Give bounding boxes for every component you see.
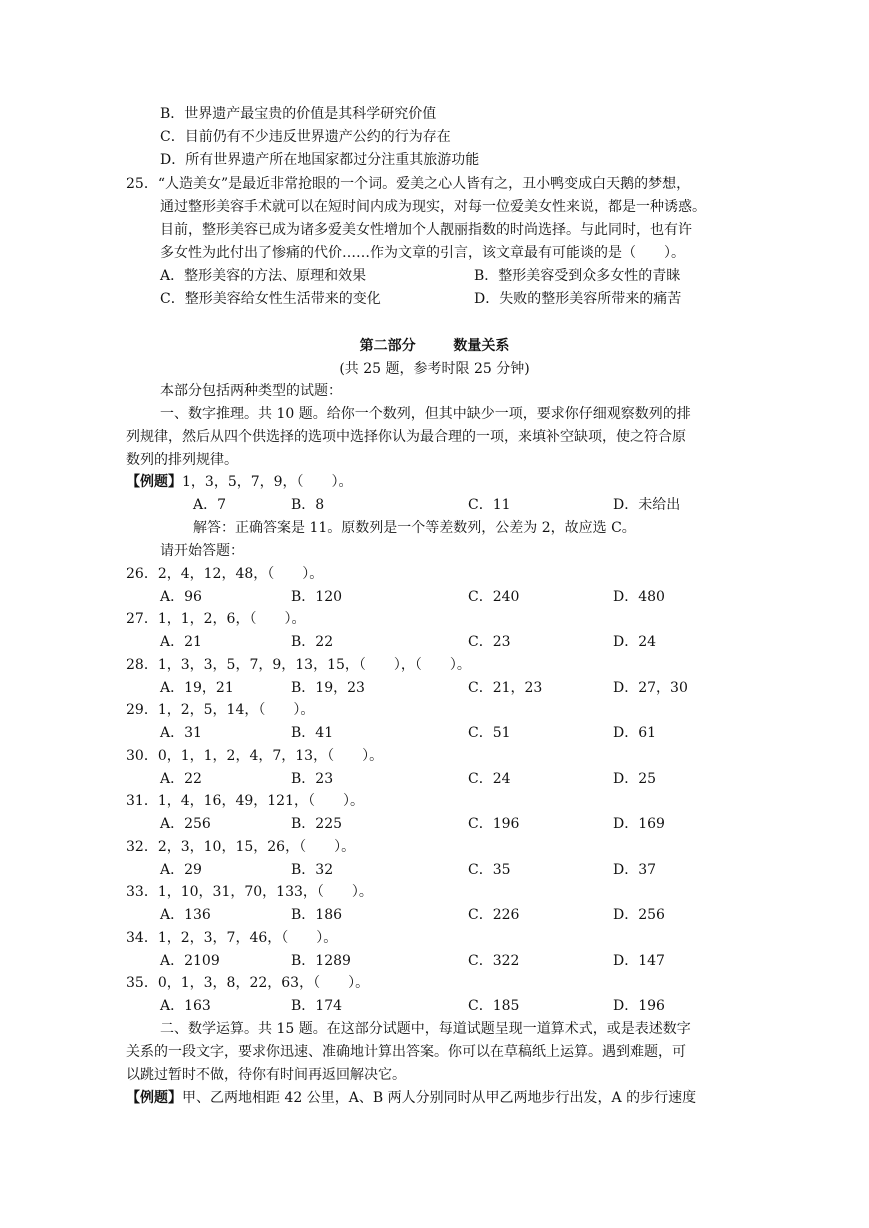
option-c: C．226	[468, 907, 520, 923]
question-stem: 33．1，10，31，70，133，（ ）。	[126, 884, 373, 900]
option-b: B．174	[291, 998, 343, 1014]
option-a: A．19，21	[160, 680, 234, 696]
example-answer: 解答：正确答案是 11。原数列是一个等差数列，公差为 2，故应选 C。	[193, 520, 636, 536]
option-a: A．21	[160, 634, 202, 650]
option-c: C．185	[468, 998, 520, 1014]
option-b: B．225	[291, 816, 343, 832]
option-c: C．240	[468, 589, 520, 605]
question-stem: 35．0，1，3，8，22，63，（ ）。	[126, 975, 370, 991]
option-line: D．所有世界遗产所在地国家都过分注重其旅游功能	[160, 152, 480, 168]
question-stem: 34．1，2，3，7，46，（ ）。	[126, 930, 338, 946]
question-stem: 31．1，4，16，49，121，（ ）。	[126, 793, 364, 809]
option-d: D．256	[613, 907, 665, 923]
option-c: C．35	[468, 862, 511, 878]
option-a: A．96	[160, 589, 202, 605]
question-stem: 27．1，1，2，6，（ ）。	[126, 611, 306, 627]
part2-example-tag: 【例题】	[126, 1090, 182, 1106]
option-d: D．37	[613, 862, 657, 878]
section-title-right: 数量关系	[453, 338, 510, 354]
example-option-a: A．7	[193, 497, 227, 513]
option-b: B．1289	[291, 953, 351, 969]
question-stem: 28．1，3，3，5，7，9，13，15，（ ），（ ）。	[126, 657, 471, 673]
question-25-line: 25．“人造美女”是最近非常抢眼的一个词。爱美之心人皆有之，丑小鸭变成白天鹅的梦想，	[126, 176, 691, 192]
option-d: D．147	[613, 953, 665, 969]
section-title-left: 第二部分	[359, 338, 416, 354]
option-line: B．世界遗产最宝贵的价值是其科学研究价值	[160, 106, 437, 122]
question-stem: 29．1，2，5，14，（ ）。	[126, 702, 315, 718]
option-d: D．196	[613, 998, 665, 1014]
example-option-b: B．8	[291, 497, 325, 513]
section-subtitle: (共 25 题，参考时限 25 分钟)	[339, 361, 530, 377]
option-b: B．41	[291, 725, 334, 741]
question-25-option-a: A．整形美容的方法、原理和效果	[160, 268, 367, 284]
option-c: C．196	[468, 816, 520, 832]
part2-line: 关系的一段文字，要求你迅速、准确地计算出答案。你可以在草稿纸上运算。遇到难题，可	[126, 1044, 686, 1060]
option-c: C．24	[468, 771, 511, 787]
question-25-option-c: C．整形美容给女性生活带来的变化	[160, 291, 381, 307]
option-c: C．23	[468, 634, 511, 650]
option-a: A．256	[160, 816, 211, 832]
example-option-d: D．未给出	[613, 497, 681, 513]
option-d: D．24	[613, 634, 657, 650]
section-intro: 本部分包括两种类型的试题：	[160, 383, 342, 399]
section-title	[0, 336, 869, 356]
option-a: A．31	[160, 725, 202, 741]
option-a: A．22	[160, 771, 202, 787]
part1-line: 列规律，然后从四个供选择的选项中选择你认为最合理的一项，来填补空缺项，使之符合原	[126, 429, 686, 445]
option-d: D．169	[613, 816, 665, 832]
option-a: A．163	[160, 998, 211, 1014]
option-a: A．2109	[160, 953, 220, 969]
question-stem: 30．0，1，1，2，4，7，13，（ ）。	[126, 748, 384, 764]
question-25-option-b: B．整形美容受到众多女性的青睐	[474, 268, 681, 284]
part2-line: 二、数学运算。共 15 题。在这部分试题中，每道试题呈现一道算术式，或是表述数字	[160, 1021, 691, 1037]
question-25-line: 通过整形美容手术就可以在短时间内成为现实，对每一位爱美女性来说，都是一种诱惑。	[160, 199, 706, 215]
option-d: D．480	[613, 589, 665, 605]
option-b: B．32	[291, 862, 334, 878]
option-line: C．目前仍有不少违反世界遗产公约的行为存在	[160, 129, 451, 145]
option-b: B．22	[291, 634, 334, 650]
example-line	[126, 472, 353, 492]
option-d: D．27，30	[613, 680, 688, 696]
option-a: A．136	[160, 907, 211, 923]
example-text: 1，3，5，7，9，（ ）。	[182, 474, 353, 490]
question-25-line: 目前，整形美容已成为诸多爱美女性增加个人靓丽指数的时尚选择。与此同时，也有许	[160, 222, 692, 238]
example-option-c: C．11	[468, 497, 511, 513]
example-tag: 【例题】	[126, 474, 182, 490]
part2-line: 以跳过暂时不做，待你有时间再返回解决它。	[126, 1067, 406, 1083]
option-b: B．186	[291, 907, 343, 923]
question-25-line: 多女性为此付出了惨痛的代价……作为文章的引言，该文章最有可能谈的是（ ）。	[160, 245, 685, 261]
option-d: D．25	[613, 771, 657, 787]
question-stem: 32．2，3，10，15，26，（ ）。	[126, 839, 356, 855]
part1-line: 数列的排列规律。	[126, 452, 238, 468]
part2-example-text: 甲、乙两地相距 42 公里，A、B 两人分别同时从甲乙两地步行出发，A 的步行速度	[182, 1090, 697, 1106]
part1-line: 一、数字推理。共 10 题。给你一个数列，但其中缺少一项，要求你仔细观察数列的排	[160, 406, 691, 422]
option-d: D．61	[613, 725, 657, 741]
start-prompt: 请开始答题：	[160, 543, 244, 559]
part2-example-line	[126, 1088, 696, 1108]
question-stem: 26．2，4，12，48，（ ）。	[126, 566, 324, 582]
option-c: C．21，23	[468, 680, 543, 696]
option-c: C．322	[468, 953, 520, 969]
option-b: B．23	[291, 771, 334, 787]
question-25-option-d: D．失败的整形美容所带来的痛苦	[474, 291, 682, 307]
option-b: B．19，23	[291, 680, 365, 696]
option-c: C．51	[468, 725, 511, 741]
option-b: B．120	[291, 589, 343, 605]
option-a: A．29	[160, 862, 202, 878]
